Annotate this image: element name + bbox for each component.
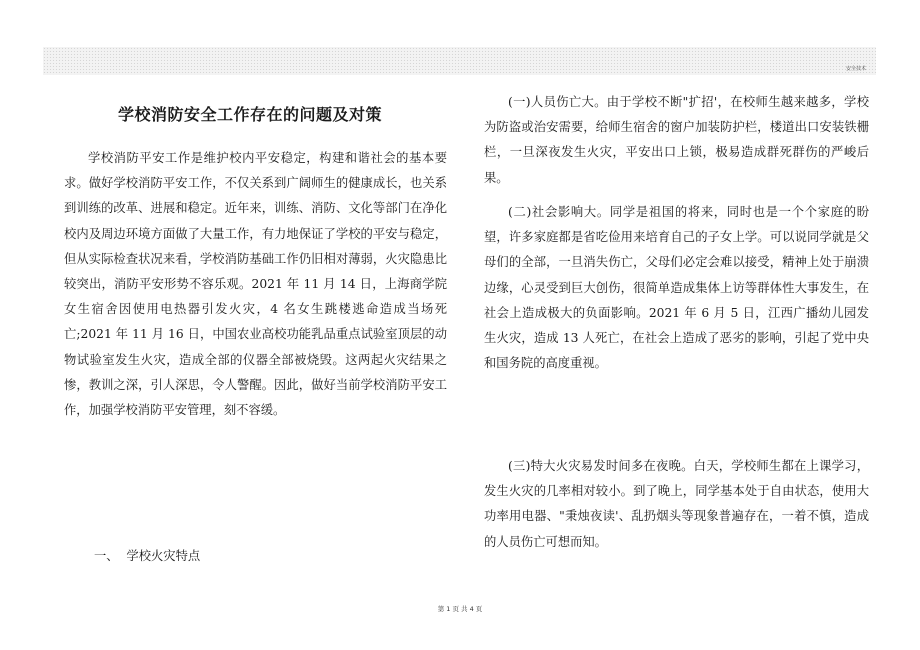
header-band — [43, 47, 876, 75]
point-paragraph-2: (二)社会影响大。同学是祖国的将来，同时也是一个个家庭的盼望，许多家庭都是省吃俭用来培育自己的子女上学。可以说同学就是父母们的全部，一旦消失伤亡，父母们必定会难以接受，精神上处于崩溃边缘，心灵受到巨大创伤，很简单造成集体上访等群体性大事发生，在社会上造成极大的负面影响。2021 年 6 月 5 日，江西广播幼儿园发生火灾，造成 13 人死亡，在社会上造成了恶劣的影响，引起了党中央和国务院的高度重视。 — [484, 205, 869, 371]
point-paragraph-3: (三)特大火灾易发时间多在夜晚。白天，学校师生都在上课学习，发生火灾的几率相对较小。到了晚上，同学基本处于自由状态，使用大功率用电器、"秉烛夜读'、乱扔烟头等现象普遍存在，一着不慎，造成的人员伤亡可想而知。 — [484, 459, 869, 549]
section-heading: 一、 学校火灾特点 — [94, 549, 201, 563]
header-label: 安全技术 — [845, 66, 866, 72]
document-title: 学校消防安全工作存在的问题及对策 — [118, 105, 383, 124]
intro-paragraph: 学校消防平安工作是维护校内平安稳定，构建和谐社会的基本要求。做好学校消防平安工作，不仅关系到广阔师生的健康成长，也关系到训练的改革、进展和稳定。近年来，训练、消防、文化等部门在净化校内及周边环境方面做了大量工作，有力地保证了学校的平安与稳定，但从实际检查状况来看，学校消防基础工作仍旧相对薄弱，火灾隐患比较突出，消防平安形势不容乐观。2021 年 11 月 14 日，上海商学院女生宿舍因使用电热器引发火灾，4 名女生跳楼逃命造成当场死亡;2021 年 11 月 16 日，中国农业高校功能乳品重点试验室顶层的动物试验室发生火灾，造成全部的仪器全部被烧毁。这两起火灾结果之惨，教训之深，引人深思，令人警醒。因此，做好当前学校消防平安工作，加强学校消防平安管理，刻不容缓。 — [64, 151, 447, 418]
page-footer: 第 1 页 共 4 页 — [437, 605, 483, 613]
point-paragraph-1: (一)人员伤亡大。由于学校不断"扩招'，在校师生越来越多，学校为防盗或治安需要，给师生宿舍的窗户加装防护栏，楼道出口安装铁栅栏，一旦深夜发生火灾，平安出口上锁，极易造成群死群伤的严峻后果。 — [484, 95, 869, 185]
